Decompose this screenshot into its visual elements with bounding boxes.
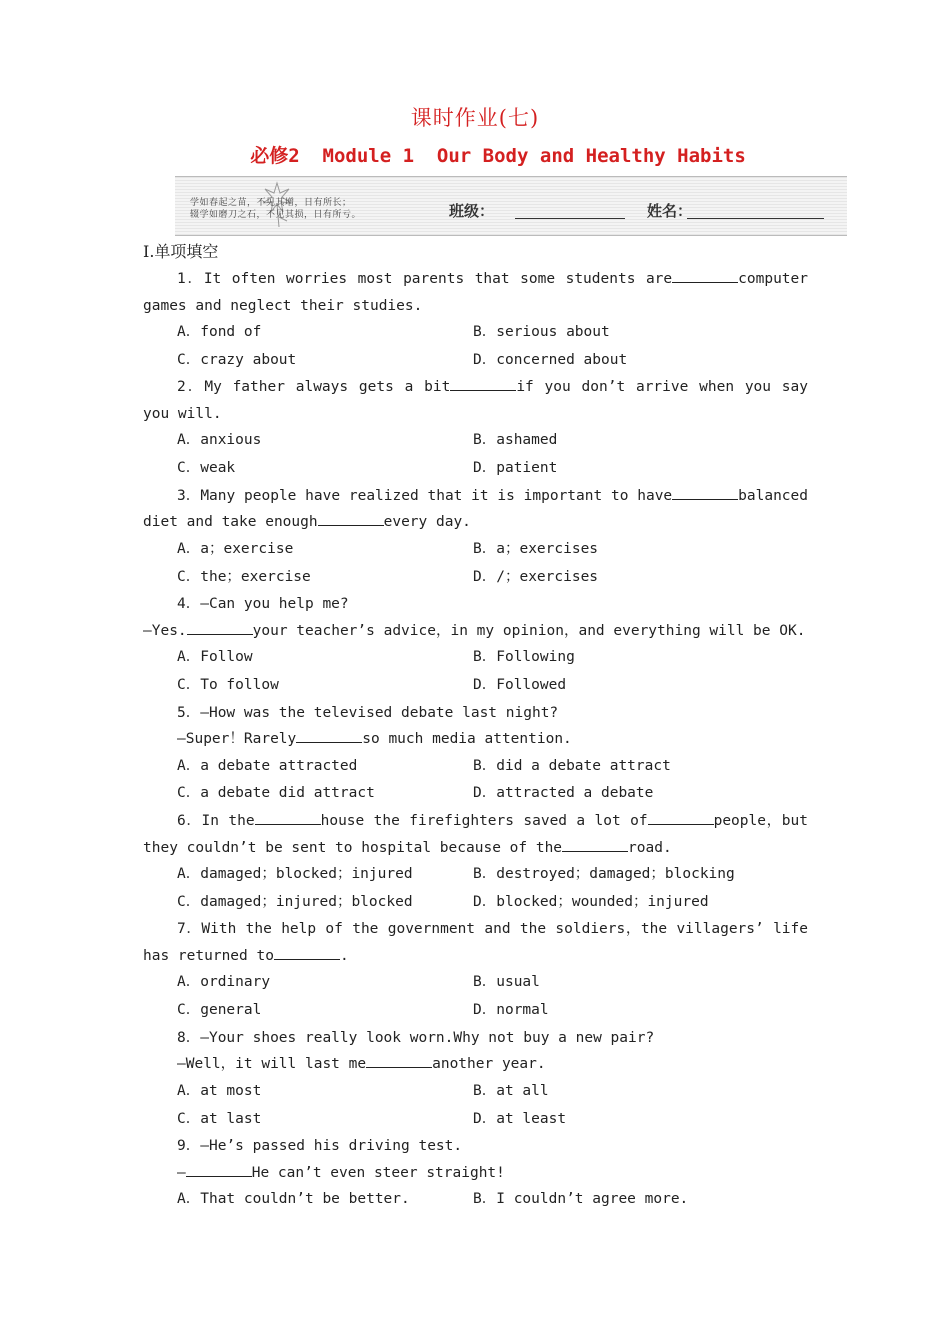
q4-line-2	[143, 618, 808, 645]
q6-text-c: people，but they couldn’t be sent to hospital because of the	[143, 813, 808, 856]
option-a[interactable]: A．at most	[177, 1082, 262, 1099]
motto-line-1: 学如春起之苗，不见其增，日有所长；	[190, 198, 352, 208]
q2-text-b: if you don’t arrive when you say you will.	[143, 379, 808, 422]
motto-banner	[175, 176, 847, 236]
option-a[interactable]: A．damaged；blocked；injured	[177, 866, 413, 883]
q9-options-row-1	[143, 1186, 808, 1214]
option-b[interactable]: B．usual	[473, 974, 540, 991]
option-b[interactable]: B．destroyed；damaged；blocking	[473, 866, 735, 883]
option-d[interactable]: D．concerned about	[473, 351, 628, 368]
question-7-stem	[143, 916, 808, 969]
q1-text-b: computer games and neglect their studies.	[143, 271, 808, 314]
option-c[interactable]: C．crazy about	[177, 351, 297, 368]
option-d[interactable]: D．/；exercises	[473, 568, 599, 585]
q5-blank[interactable]	[296, 728, 362, 743]
class-field[interactable]	[515, 218, 625, 219]
q5-options-row-1	[143, 753, 808, 781]
q6-blank-1[interactable]	[255, 810, 321, 825]
q2-text-a: 2．My father always gets a bit	[177, 379, 451, 396]
q6-options-row-1	[143, 861, 808, 889]
option-a[interactable]: A．a debate attracted	[177, 757, 358, 774]
option-b[interactable]: B．a；exercises	[473, 540, 599, 557]
q4-options-row-2	[143, 672, 808, 700]
q5-line-1: 5．—How was the televised debate last night?	[177, 704, 559, 721]
q8-line-1: 8．—Your shoes really look worn.Why not buy a new pair?	[177, 1029, 655, 1046]
option-a[interactable]: A．ordinary	[177, 974, 271, 991]
q2-blank[interactable]	[450, 376, 516, 391]
question-1-stem	[143, 266, 808, 319]
q3-blank-1[interactable]	[672, 485, 738, 500]
q7-options-row-2	[143, 997, 808, 1025]
page-subtitle: 必修2 Module 1 Our Body and Healthy Habits	[250, 145, 746, 167]
q7-options-row-1	[143, 969, 808, 997]
q8-options-row-1	[143, 1078, 808, 1106]
q7-text-b: .	[339, 947, 349, 964]
q6-text-b: house the firefighters saved a lot of	[320, 813, 648, 830]
page-title: 课时作业(七)	[410, 106, 540, 130]
q9-line-1: 9．—He’s passed his driving test.	[177, 1138, 463, 1155]
q3-options-row-1	[143, 536, 808, 564]
q6-options-row-2	[143, 889, 808, 917]
q3-blank-2[interactable]	[318, 511, 384, 526]
option-c[interactable]: C．general	[177, 1002, 262, 1019]
question-3-stem	[143, 483, 808, 536]
q1-blank[interactable]	[672, 268, 738, 283]
q4-blank[interactable]	[187, 620, 253, 635]
section-title: I.单项填空	[143, 242, 219, 261]
option-b[interactable]: B．did a debate attract	[473, 757, 671, 774]
q3-text-c: every day.	[383, 514, 471, 531]
q1-options-row-2	[143, 347, 808, 375]
option-a[interactable]: A．That couldn’t be better.	[177, 1191, 410, 1208]
q7-text-a: 7．With the help of the government and the soldiers，the villagers’ life has returned to	[143, 921, 808, 964]
class-label: 班级：	[449, 202, 495, 220]
q5-line-2	[143, 726, 808, 753]
option-d[interactable]: D．attracted a debate	[473, 785, 654, 802]
q3-options-row-2	[143, 564, 808, 592]
q2-options-row-1	[143, 427, 808, 455]
q9-blank[interactable]	[186, 1162, 252, 1177]
q6-text-a: 6．In the	[177, 813, 255, 830]
question-6-stem	[143, 808, 808, 861]
option-b[interactable]: B．ashamed	[473, 432, 558, 449]
q9-text-a: —	[177, 1164, 186, 1181]
option-b[interactable]: B．I couldn’t agree more.	[473, 1191, 689, 1208]
q8-blank[interactable]	[366, 1053, 432, 1068]
option-c[interactable]: C．the；exercise	[177, 568, 311, 585]
q6-blank-3[interactable]	[562, 837, 628, 852]
q8-text-b: another year.	[432, 1056, 546, 1073]
exercise-content	[143, 240, 808, 1214]
q4-line-1: 4．—Can you help me?	[177, 596, 349, 613]
q8-text-a: —Well，it will last me	[177, 1056, 367, 1073]
option-d[interactable]: D．Followed	[473, 676, 567, 693]
q5-text-b: so much media attention.	[362, 731, 572, 748]
q8-line-2	[143, 1051, 808, 1078]
option-d[interactable]: D．normal	[473, 1002, 549, 1019]
q4-options-row-1	[143, 644, 808, 672]
q3-text-a: 3．Many people have realized that it is important to have	[177, 487, 673, 504]
q4-text-b: your teacher’s advice，in my opinion，and everything will be OK.	[252, 622, 806, 639]
q6-blank-2[interactable]	[648, 810, 714, 825]
q1-options-row-1	[143, 319, 808, 347]
q9-line-2	[143, 1160, 808, 1187]
q9-text-b: He can’t even steer straight!	[251, 1164, 505, 1181]
q6-text-d: road.	[628, 839, 672, 856]
q8-options-row-2	[143, 1106, 808, 1134]
option-c[interactable]: C．weak	[177, 460, 236, 477]
name-label: 姓名：	[647, 202, 693, 220]
q3-text-b: balanced diet and take enough	[143, 487, 808, 531]
option-b[interactable]: B．serious about	[473, 324, 610, 340]
motto-line-2: 辍学如磨刀之石，不见其损，日有所亏。	[190, 210, 362, 220]
question-2-stem	[143, 374, 808, 427]
option-a[interactable]: A．fond of	[177, 324, 262, 340]
q4-text-a: —Yes.	[143, 622, 187, 639]
motto-text	[190, 197, 361, 221]
option-c[interactable]: C．To follow	[177, 676, 279, 693]
option-c[interactable]: C．damaged；injured；blocked	[177, 893, 413, 910]
option-c[interactable]: C．at last	[177, 1110, 262, 1127]
option-d[interactable]: D．blocked；wounded；injured	[473, 893, 709, 910]
q2-options-row-2	[143, 455, 808, 483]
option-c[interactable]: C．a debate did attract	[177, 785, 375, 802]
option-a[interactable]: A．a；exercise	[177, 540, 294, 557]
q7-blank[interactable]	[274, 945, 340, 960]
name-field[interactable]	[687, 218, 824, 219]
option-d[interactable]: D．at least	[473, 1110, 567, 1127]
q5-options-row-2	[143, 780, 808, 808]
option-a[interactable]: A．anxious	[177, 432, 262, 449]
option-a[interactable]: A．Follow	[177, 649, 253, 666]
q1-text-a: 1．It often worries most parents that some students are	[177, 271, 673, 287]
q5-text-a: —Super！Rarely	[177, 731, 297, 748]
option-b[interactable]: B．at all	[473, 1082, 549, 1099]
option-b[interactable]: B．Following	[473, 649, 575, 666]
option-d[interactable]: D．patient	[473, 460, 558, 477]
